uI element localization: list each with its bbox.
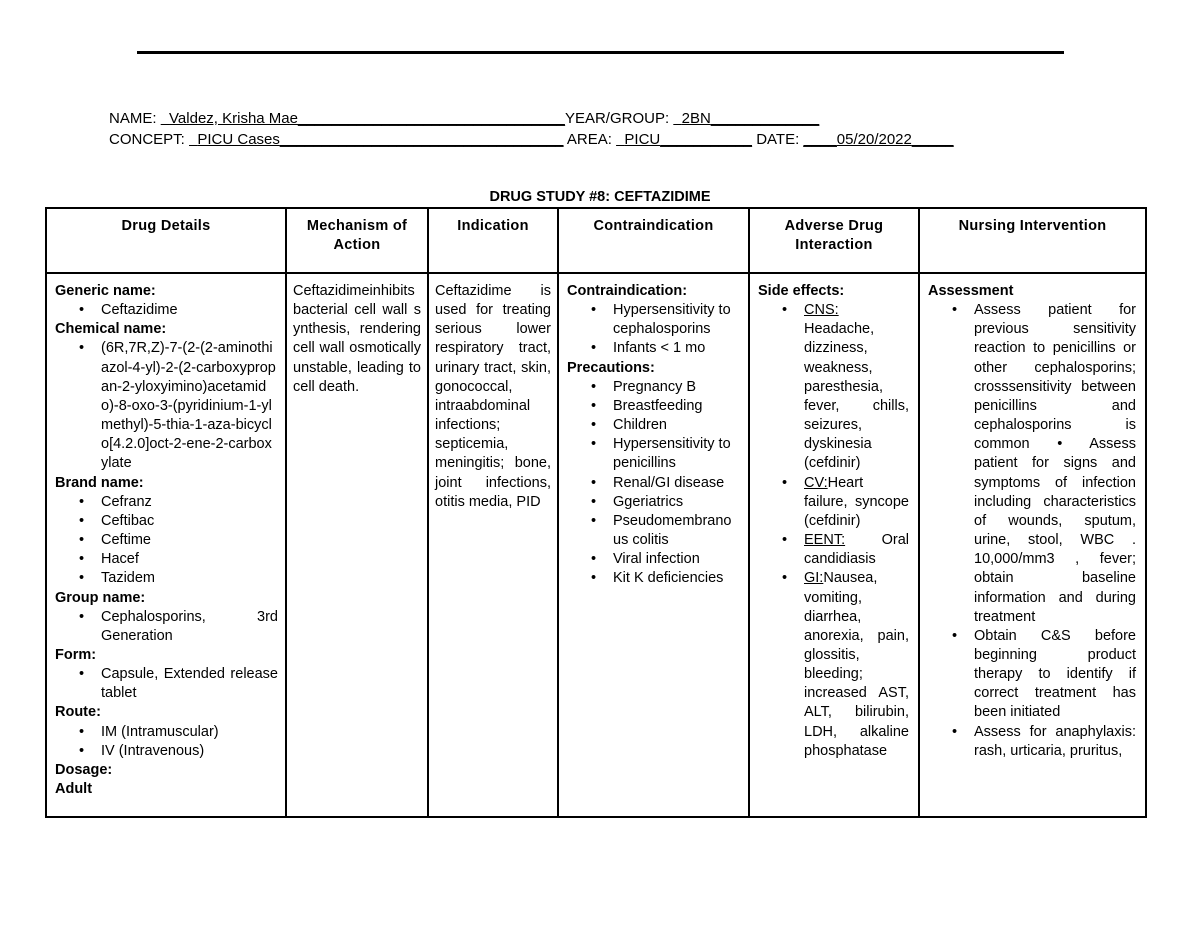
dosage-label: Dosage: [55, 761, 113, 778]
page-title: DRUG STUDY #8: CEFTAZIDIME [489, 189, 711, 205]
col-mechanism: Mechanism of Action [286, 208, 428, 273]
list-item: • Kit K deficiencies [567, 569, 737, 588]
side-effects-label: Side effects: [758, 283, 845, 299]
contraindication-cell [558, 273, 749, 817]
list-item: • Hypersensitivity to penicillins [567, 435, 737, 473]
year-label: YEAR/GROUP: [564, 110, 674, 127]
precautions-label: Precautions: [567, 359, 655, 376]
mechanism-cell [286, 273, 428, 817]
header-row-2 [109, 131, 954, 149]
concept-label: CONCEPT: [109, 131, 190, 148]
list-item: • Viral infection [567, 550, 737, 569]
assessment-label: Assessment [928, 283, 1014, 299]
generic-label: Generic name: [55, 283, 156, 299]
group-label: Group name: [55, 589, 146, 606]
list-item: • Renal/GI disease [567, 474, 737, 493]
system-label: CNS: [804, 302, 839, 319]
system-label: EENT: [804, 532, 846, 549]
col-drug-details: Drug Details [46, 208, 286, 273]
list-item: • Tazidem [55, 569, 278, 588]
list-item: • GI:Nausea, vomiting, diarrhea, anorexia, pain, glossitis, bleeding; increased AST, ALT, bilirubin, LDH, alkaline phosphatase [758, 569, 909, 761]
system-label: CV: [804, 474, 828, 491]
date-label: DATE: [756, 131, 804, 148]
top-rule [137, 51, 1064, 54]
header-row-1 [109, 110, 819, 128]
col-nursing: Nursing Intervention [919, 208, 1146, 273]
list-item: • Breastfeeding [567, 397, 737, 416]
adult-label: Adult [55, 781, 93, 798]
name-label: NAME: [109, 110, 161, 127]
list-item: • IV (Intravenous) [55, 742, 278, 761]
table-header-row [46, 208, 1146, 273]
mechanism-text: Ceftazidimeinhibits bacterial cell wall synthesis, rendering cell wall osmotically unstable, leading to cell death. [293, 283, 421, 395]
table-body-row [46, 273, 1146, 817]
concept-field: PICU Cases__________________________________ [197, 131, 564, 148]
list-item: • Pregnancy B [567, 378, 737, 397]
list-item: • Assess for anaphylaxis: rash, urticaria, pruritus, [928, 723, 1136, 761]
drug-study-table [45, 207, 1147, 818]
list-item: • CV:Heart failure, syncope (cefdinir) [758, 474, 909, 531]
form-label: Form: [55, 646, 97, 663]
area-field: PICU___________ [624, 131, 753, 148]
indication-cell [428, 273, 558, 817]
system-label: GI: [804, 570, 824, 587]
list-item: • (6R,7R,Z)-7-(2-(2-aminothiazol-4-yl)-2-(2-carboxypropan-2-yloxyimino)acetamido)-8-oxo-3-(pyridinium-1-ylmethyl)-5-thia-1-aza-bicyclo[4.2.0]oct-2-ene-2-carboxylate [55, 339, 278, 473]
year-field: 2BN_____________ [681, 110, 820, 127]
col-adverse: Adverse Drug Interaction [749, 208, 919, 273]
route-label: Route: [55, 704, 101, 721]
list-item: • Children [567, 416, 737, 435]
col-indication: Indication [428, 208, 558, 273]
drug-details-cell [46, 273, 286, 817]
list-item: • Capsule, Extended release tablet [55, 665, 278, 703]
list-item: • Ceftime [55, 531, 278, 550]
col-contraindication: Contraindication [558, 208, 749, 273]
contraindication-label: Contraindication: [567, 283, 688, 299]
date-field: ____05/20/2022_____ [803, 131, 954, 148]
list-item: • EENT: Oral candidiasis [758, 531, 909, 569]
list-item: • Ceftazidime [55, 301, 278, 320]
adverse-cell [749, 273, 919, 817]
list-item: • Hacef [55, 550, 278, 569]
list-item: • Cefranz [55, 493, 278, 512]
list-item: • Obtain C&S before beginning product therapy to identify if correct treatment has been initiated [928, 627, 1136, 723]
list-item: • CNS: Headache, dizziness, weakness, paresthesia, fever, chills, seizures, dyskinesia (cefdinir) [758, 301, 909, 473]
nursing-cell [919, 273, 1146, 817]
list-item: • Pseudomembranous colitis [567, 512, 737, 550]
list-item: • Assess patient for previous sensitivity reaction to penicillins or other cephalosporins; crosssensitivity between penicillins and cephalosporins is common • Assess patient for signs and symptoms of infection including characteristics of wounds, sputum, urine, stool, WBC . 10,000/mm3 , fever; obtain baseline information and during treatment [928, 301, 1136, 627]
list-item: • Hypersensitivity to cephalosporins [567, 301, 737, 339]
name-field: Valdez, Krisha Mae________________________________ [169, 110, 565, 127]
chemical-label: Chemical name: [55, 321, 167, 338]
list-item: • Ggeriatrics [567, 493, 737, 512]
list-item: • Infants < 1 mo [567, 339, 737, 358]
list-item: • IM (Intramuscular) [55, 723, 278, 742]
brand-label: Brand name: [55, 474, 144, 491]
list-item: • Cephalosporins, 3rd Generation [55, 608, 278, 646]
indication-text: Ceftazidime is used for treating serious lower respiratory tract, urinary tract, skin, gonococcal, intraabdominal infections; septicemia, meningitis; bone, joint infections, otitis media, PID [435, 283, 551, 510]
area-label: AREA: [566, 131, 617, 148]
list-item: • Ceftibac [55, 512, 278, 531]
